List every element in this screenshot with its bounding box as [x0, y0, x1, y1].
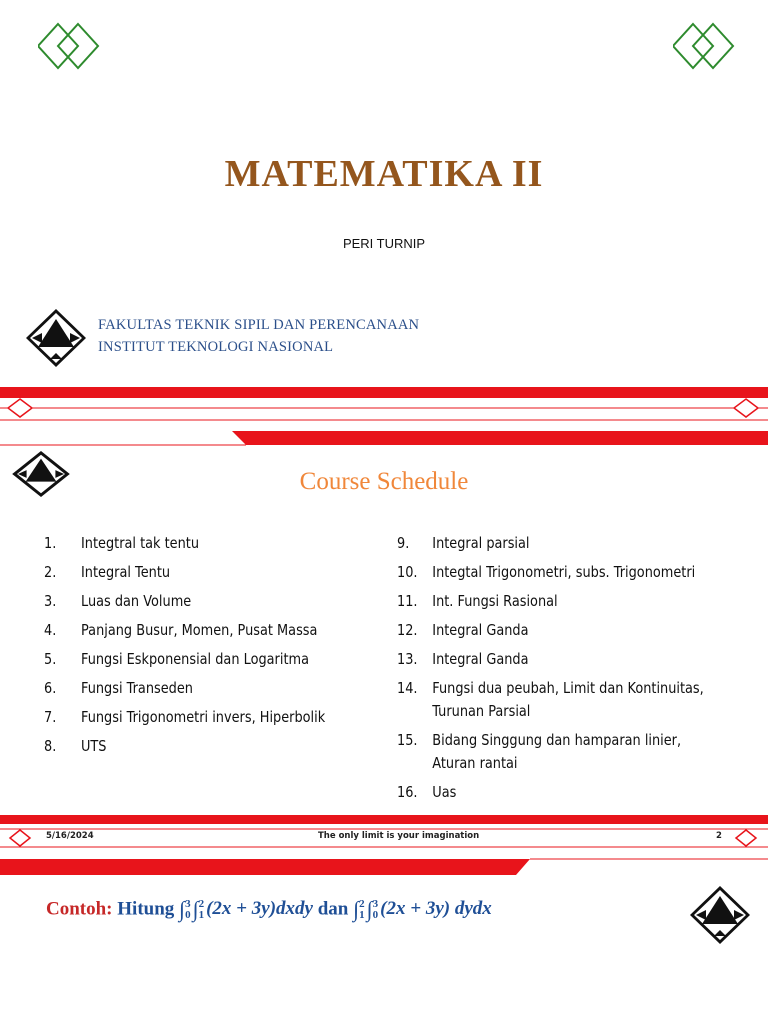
- list-item: 7. Fungsi Trigonometri invers, Hiperbolik: [44, 708, 326, 726]
- example-label: Contoh:: [46, 898, 113, 920]
- footer-banner: [0, 815, 768, 879]
- institute-name: INSTITUT TEKNOLOGI NASIONAL: [98, 339, 334, 355]
- institution-logo-icon-bottom: [688, 884, 752, 946]
- green-diamond-icon-right: [673, 22, 735, 70]
- course-schedule-heading: Course Schedule: [299, 468, 469, 495]
- author-name: PERI TURNIP: [342, 236, 426, 251]
- list-item: 16. Uas: [397, 783, 457, 801]
- example-conjunction: dan: [317, 898, 349, 920]
- list-item: 4. Panjang Busur, Momen, Pusat Massa: [44, 621, 318, 639]
- list-item: 9. Integral parsial: [397, 534, 530, 552]
- list-item: 10. Integtal Trigonometri, subs. Trigonometri: [397, 563, 696, 581]
- list-item: 12. Integral Ganda: [397, 621, 529, 639]
- example-verb: Hitung: [117, 898, 175, 920]
- header-banner: [0, 387, 768, 449]
- list-item: 3. Luas dan Volume: [44, 592, 192, 610]
- list-item: 6. Fungsi Transeden: [44, 679, 193, 697]
- schedule-list-right: [397, 532, 768, 810]
- footer-tagline: The only limit is your imagination: [318, 831, 480, 841]
- integral-expression-2: ∫ 2 1 ∫ 3 0 (2x + 3y) dydx: [353, 897, 492, 922]
- faculty-name: FAKULTAS TEKNIK SIPIL DAN PERENCANAAN: [98, 317, 420, 333]
- list-item: 2. Integral Tentu: [44, 563, 171, 581]
- list-item: 11. Int. Fungsi Rasional: [397, 592, 558, 610]
- list-item: 5. Fungsi Eskponensial dan Logaritma: [44, 650, 309, 668]
- page-number: 2: [716, 831, 722, 841]
- list-item: 1. Integtral tak tentu: [44, 534, 200, 552]
- green-diamond-icon-left: [38, 22, 100, 70]
- footer-date: 5/16/2024: [46, 831, 94, 841]
- integral-expression-1: ∫ 3 0 ∫ 2 1 (2x + 3y)dxdy: [179, 897, 313, 922]
- list-item: 13. Integral Ganda: [397, 650, 529, 668]
- list-item: 14. Fungsi dua peubah, Limit dan Kontinuitas, Turunan Parsial: [397, 679, 704, 720]
- list-item: 15. Bidang Singgung dan hamparan linier, Aturan rantai: [397, 731, 682, 772]
- schedule-list-left: [44, 532, 384, 764]
- list-item: 8. UTS: [44, 737, 107, 755]
- slide-title: MATEMATIKA II: [224, 153, 544, 195]
- example-problem: [46, 897, 492, 923]
- institution-logo-icon: [24, 307, 88, 369]
